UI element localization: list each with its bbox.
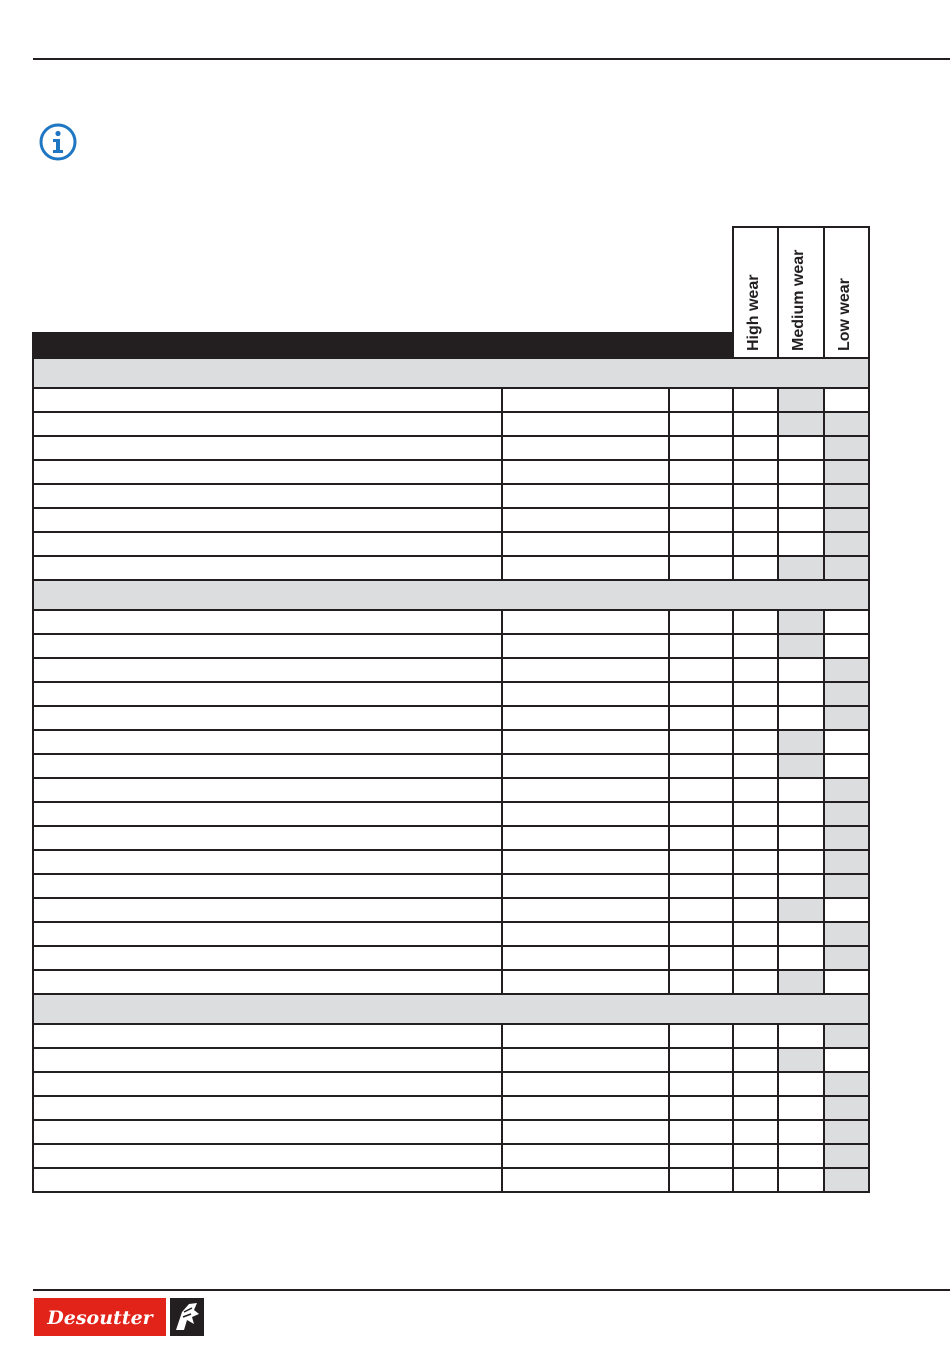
footer-rule (33, 1289, 950, 1291)
quantity-cell (669, 556, 733, 580)
table-row (33, 388, 869, 412)
part-number-cell (502, 754, 669, 778)
medium-wear-cell (778, 1120, 824, 1144)
low-wear-cell (824, 658, 869, 682)
medium-wear-cell (778, 970, 824, 994)
quantity-cell (669, 682, 733, 706)
medium-wear-cell (778, 874, 824, 898)
table-row (33, 658, 869, 682)
low-wear-cell (824, 508, 869, 532)
quantity-cell (669, 412, 733, 436)
col-medium-wear (778, 227, 824, 358)
header-col-3 (669, 333, 733, 358)
description-cell (33, 412, 502, 436)
low-wear-cell (824, 1024, 869, 1048)
medium-wear-cell (778, 610, 824, 634)
description-cell (33, 922, 502, 946)
part-number-cell (502, 634, 669, 658)
part-number-cell (502, 1048, 669, 1072)
table-row (33, 826, 869, 850)
part-number-cell (502, 946, 669, 970)
high-wear-cell (733, 778, 778, 802)
low-wear-cell (824, 484, 869, 508)
description-cell (33, 1120, 502, 1144)
table-row (33, 412, 869, 436)
description-cell (33, 874, 502, 898)
low-wear-cell (824, 634, 869, 658)
quantity-cell (669, 436, 733, 460)
description-cell (33, 484, 502, 508)
high-wear-cell (733, 946, 778, 970)
part-number-cell (502, 706, 669, 730)
medium-wear-cell (778, 1096, 824, 1120)
low-wear-cell (824, 706, 869, 730)
quantity-cell (669, 1072, 733, 1096)
quantity-cell (669, 388, 733, 412)
high-wear-cell (733, 874, 778, 898)
part-number-cell (502, 802, 669, 826)
description-cell (33, 970, 502, 994)
medium-wear-label: Medium wear (790, 249, 807, 351)
part-number-cell (502, 484, 669, 508)
part-number-cell (502, 730, 669, 754)
section-row (33, 358, 869, 388)
medium-wear-cell (778, 898, 824, 922)
high-wear-cell (733, 754, 778, 778)
high-wear-cell (733, 436, 778, 460)
part-number-cell (502, 922, 669, 946)
low-wear-cell (824, 754, 869, 778)
part-number-cell (502, 1024, 669, 1048)
quantity-cell (669, 1144, 733, 1168)
part-number-cell (502, 436, 669, 460)
table-row (33, 484, 869, 508)
description-cell (33, 802, 502, 826)
high-wear-cell (733, 706, 778, 730)
col-low-wear (824, 227, 869, 358)
low-wear-cell (824, 1048, 869, 1072)
table-row (33, 460, 869, 484)
description-cell (33, 1096, 502, 1120)
part-number-cell (502, 556, 669, 580)
high-wear-cell (733, 1024, 778, 1048)
high-wear-cell (733, 658, 778, 682)
description-cell (33, 826, 502, 850)
quantity-cell (669, 1096, 733, 1120)
table-row (33, 1144, 869, 1168)
low-wear-cell (824, 388, 869, 412)
section-row (33, 994, 869, 1024)
desoutter-logo (34, 1298, 204, 1336)
medium-wear-cell (778, 658, 824, 682)
high-wear-cell (733, 634, 778, 658)
high-wear-cell (733, 1072, 778, 1096)
description-cell (33, 436, 502, 460)
medium-wear-cell (778, 412, 824, 436)
description-cell (33, 1048, 502, 1072)
quantity-cell (669, 658, 733, 682)
quantity-cell (669, 898, 733, 922)
quantity-cell (669, 484, 733, 508)
low-wear-cell (824, 898, 869, 922)
description-cell (33, 946, 502, 970)
part-number-cell (502, 460, 669, 484)
high-wear-cell (733, 532, 778, 556)
info-icon (38, 122, 78, 162)
quantity-cell (669, 532, 733, 556)
description-cell (33, 658, 502, 682)
low-wear-cell (824, 946, 869, 970)
table-row (33, 682, 869, 706)
description-cell (33, 778, 502, 802)
quantity-cell (669, 1024, 733, 1048)
section-header-cell (33, 994, 869, 1024)
table-row (33, 436, 869, 460)
part-number-cell (502, 826, 669, 850)
low-wear-cell (824, 460, 869, 484)
table-row (33, 946, 869, 970)
description-cell (33, 850, 502, 874)
medium-wear-cell (778, 850, 824, 874)
high-wear-cell (733, 1144, 778, 1168)
table-row (33, 850, 869, 874)
part-number-cell (502, 1072, 669, 1096)
high-wear-cell (733, 682, 778, 706)
high-wear-cell (733, 898, 778, 922)
header-rule (33, 58, 950, 60)
part-number-cell (502, 850, 669, 874)
low-wear-cell (824, 1072, 869, 1096)
medium-wear-cell (778, 634, 824, 658)
high-wear-cell (733, 730, 778, 754)
quantity-cell (669, 508, 733, 532)
quantity-cell (669, 970, 733, 994)
high-wear-cell (733, 1048, 778, 1072)
table-row (33, 1072, 869, 1096)
low-wear-cell (824, 850, 869, 874)
description-cell (33, 754, 502, 778)
quantity-cell (669, 874, 733, 898)
part-number-cell (502, 412, 669, 436)
part-number-cell (502, 1168, 669, 1192)
table-row (33, 1048, 869, 1072)
table-row (33, 874, 869, 898)
quantity-cell (669, 1120, 733, 1144)
wear-table (32, 226, 870, 1193)
medium-wear-cell (778, 682, 824, 706)
part-number-cell (502, 1120, 669, 1144)
medium-wear-cell (778, 556, 824, 580)
quantity-cell (669, 730, 733, 754)
part-number-cell (502, 508, 669, 532)
part-number-cell (502, 610, 669, 634)
medium-wear-cell (778, 484, 824, 508)
low-wear-cell (824, 436, 869, 460)
header-col-2 (502, 333, 669, 358)
part-number-cell (502, 1144, 669, 1168)
part-number-cell (502, 682, 669, 706)
high-wear-cell (733, 826, 778, 850)
high-wear-cell (733, 484, 778, 508)
high-wear-cell (733, 850, 778, 874)
quantity-cell (669, 706, 733, 730)
medium-wear-cell (778, 778, 824, 802)
table-row (33, 778, 869, 802)
low-wear-cell (824, 970, 869, 994)
high-wear-cell (733, 412, 778, 436)
table-row (33, 898, 869, 922)
quantity-cell (669, 850, 733, 874)
table-row (33, 634, 869, 658)
part-number-cell (502, 532, 669, 556)
low-wear-cell (824, 682, 869, 706)
wear-header-row (33, 227, 869, 333)
part-number-cell (502, 1096, 669, 1120)
description-cell (33, 682, 502, 706)
description-cell (33, 532, 502, 556)
table-body (33, 358, 869, 1192)
description-cell (33, 460, 502, 484)
quantity-cell (669, 610, 733, 634)
medium-wear-cell (778, 1168, 824, 1192)
low-wear-cell (824, 826, 869, 850)
description-cell (33, 706, 502, 730)
description-cell (33, 730, 502, 754)
medium-wear-cell (778, 1144, 824, 1168)
medium-wear-cell (778, 508, 824, 532)
table-row (33, 610, 869, 634)
quantity-cell (669, 754, 733, 778)
low-wear-cell (824, 610, 869, 634)
quantity-cell (669, 1168, 733, 1192)
quantity-cell (669, 826, 733, 850)
high-wear-cell (733, 922, 778, 946)
section-header-cell (33, 580, 869, 610)
description-cell (33, 1072, 502, 1096)
quantity-cell (669, 802, 733, 826)
medium-wear-cell (778, 1048, 824, 1072)
low-wear-cell (824, 1120, 869, 1144)
description-cell (33, 508, 502, 532)
part-number-cell (502, 778, 669, 802)
medium-wear-cell (778, 730, 824, 754)
low-wear-cell (824, 412, 869, 436)
low-wear-cell (824, 1144, 869, 1168)
medium-wear-cell (778, 388, 824, 412)
table-row (33, 970, 869, 994)
section-row (33, 580, 869, 610)
high-wear-cell (733, 610, 778, 634)
table-row (33, 1120, 869, 1144)
low-wear-cell (824, 1096, 869, 1120)
table-row (33, 802, 869, 826)
quantity-cell (669, 634, 733, 658)
low-wear-cell (824, 730, 869, 754)
low-wear-cell (824, 1168, 869, 1192)
high-wear-label: High wear (744, 274, 762, 351)
high-wear-cell (733, 802, 778, 826)
low-wear-cell (824, 556, 869, 580)
low-wear-cell (824, 874, 869, 898)
description-cell (33, 898, 502, 922)
low-wear-cell (824, 532, 869, 556)
quantity-cell (669, 922, 733, 946)
table-row (33, 706, 869, 730)
part-number-cell (502, 874, 669, 898)
high-wear-cell (733, 388, 778, 412)
medium-wear-cell (778, 436, 824, 460)
table-row (33, 1168, 869, 1192)
medium-wear-cell (778, 460, 824, 484)
medium-wear-cell (778, 754, 824, 778)
table-row (33, 1024, 869, 1048)
medium-wear-cell (778, 1024, 824, 1048)
medium-wear-cell (778, 1072, 824, 1096)
section-header-cell (33, 358, 869, 388)
description-cell (33, 388, 502, 412)
high-wear-cell (733, 508, 778, 532)
low-wear-cell (824, 778, 869, 802)
header-spacer (33, 227, 733, 333)
table-row (33, 508, 869, 532)
description-cell (33, 1168, 502, 1192)
medium-wear-cell (778, 826, 824, 850)
description-cell (33, 1024, 502, 1048)
table-row (33, 730, 869, 754)
part-number-cell (502, 658, 669, 682)
high-wear-cell (733, 970, 778, 994)
high-wear-cell (733, 1168, 778, 1192)
description-cell (33, 556, 502, 580)
low-wear-cell (824, 922, 869, 946)
high-wear-cell (733, 1096, 778, 1120)
medium-wear-cell (778, 706, 824, 730)
svg-text:Desoutter: Desoutter (47, 1307, 153, 1329)
description-cell (33, 1144, 502, 1168)
quantity-cell (669, 946, 733, 970)
quantity-cell (669, 460, 733, 484)
part-number-cell (502, 898, 669, 922)
high-wear-cell (733, 556, 778, 580)
medium-wear-cell (778, 946, 824, 970)
table-row (33, 1096, 869, 1120)
medium-wear-cell (778, 802, 824, 826)
low-wear-label: Low wear (835, 278, 853, 351)
description-cell (33, 610, 502, 634)
high-wear-cell (733, 460, 778, 484)
part-number-cell (502, 970, 669, 994)
table-row (33, 754, 869, 778)
header-col-1 (33, 333, 502, 358)
low-wear-cell (824, 802, 869, 826)
high-wear-cell (733, 1120, 778, 1144)
table-row (33, 556, 869, 580)
col-high-wear (733, 227, 778, 358)
quantity-cell (669, 1048, 733, 1072)
quantity-cell (669, 778, 733, 802)
part-number-cell (502, 388, 669, 412)
description-cell (33, 634, 502, 658)
table-row (33, 532, 869, 556)
medium-wear-cell (778, 922, 824, 946)
table-row (33, 922, 869, 946)
medium-wear-cell (778, 532, 824, 556)
